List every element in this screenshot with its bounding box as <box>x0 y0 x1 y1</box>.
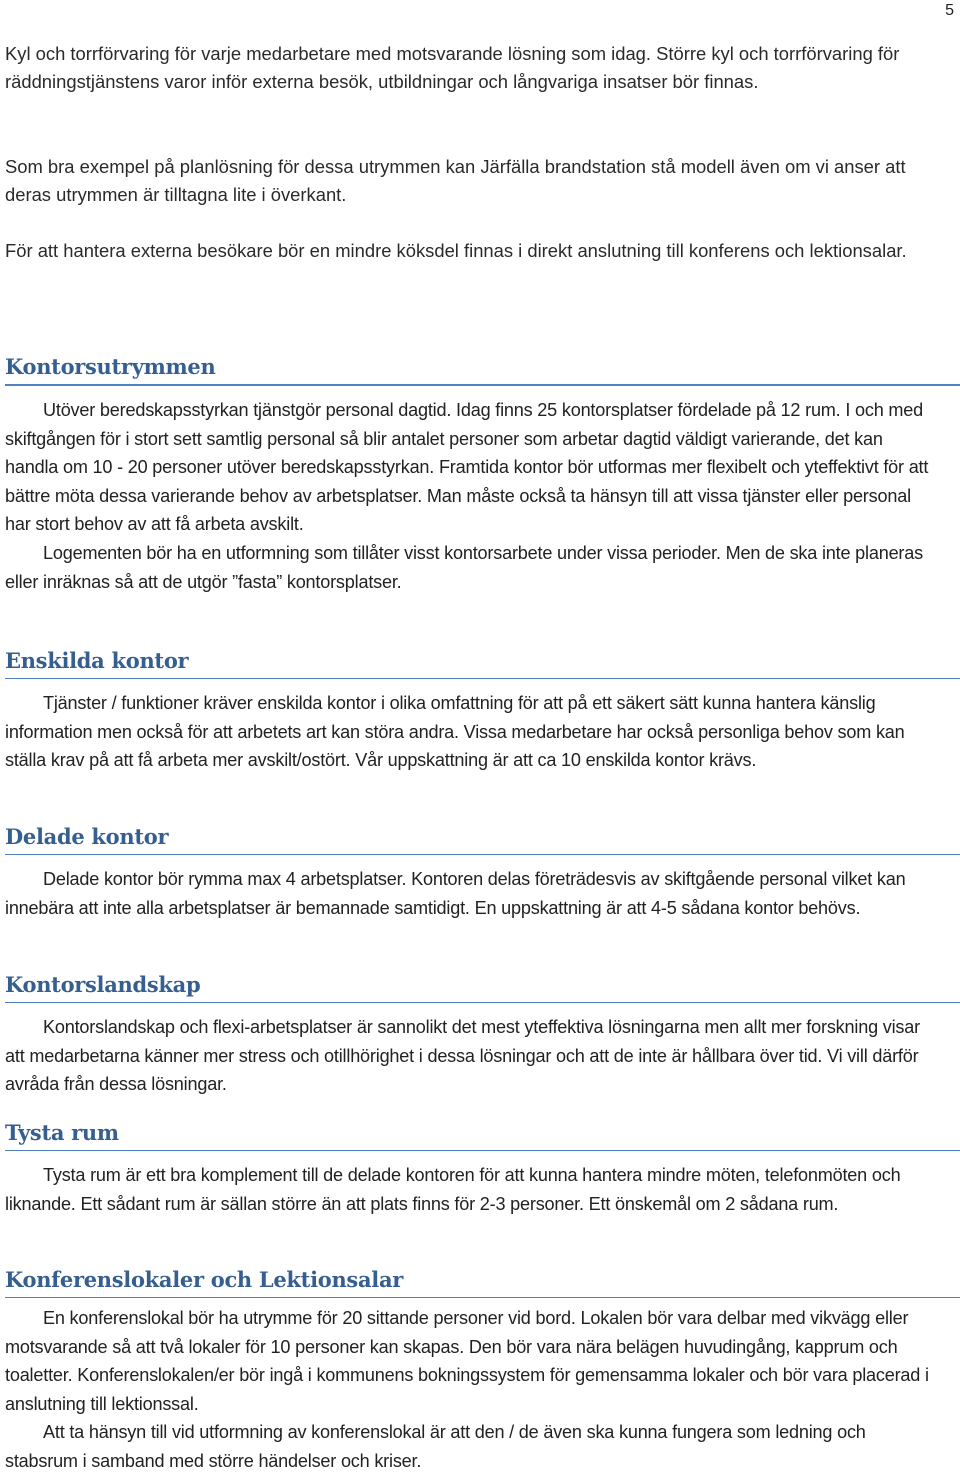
section-enskilda-kontor <box>5 646 960 775</box>
section-tysta-rum <box>5 1118 960 1218</box>
section-paragraph: Kontorslandskap och flexi-arbetsplatser är sannolikt det mest yteffektiva lösningarna men allt mer forskning visar att medarbetarna känner mer stress och otillhörighet i dessa lösningar och att de inte är hållbara över tid. Vi vill därför avråda från dessa lösningar. <box>5 1017 920 1095</box>
section-delade-kontor <box>5 822 960 922</box>
section-paragraph: Tjänster / funktioner kräver enskilda kontor i olika omfattning för att på ett säkert sätt kunna hantera känslig information men också för att arbetets art kan störa andra. Vissa medarbetare har också personliga behov som kan ställa krav på att få arbeta mer avskilt/ostört. Vår uppskattning är att ca 10 enskilda kontor krävs. <box>5 693 905 771</box>
section-heading: Kontorsutrymmen <box>5 352 960 386</box>
section-paragraph: En konferenslokal bör ha utrymme för 20 sittande personer vid bord. Lokalen bör vara delbar med vikvägg eller motsvarande så att två lokaler för 10 personer kan skapas. Den bör vara nära belägen huvudingång, kapprum och toaletter. Konferenslokalen/er bör ingå i kommunens bokningssystem för gemensamma lokaler och bör vara placerad i anslutning till lektionssal. <box>5 1308 929 1414</box>
section-heading: Konferenslokaler och Lektionsalar <box>5 1265 960 1298</box>
section-kontorsutrymmen <box>5 352 960 596</box>
intro-paragraph: Som bra exempel på planlösning för dessa utrymmen kan Järfälla brandstation stå modell även om vi anser att deras utrymmen är tilltagna lite i överkant. <box>5 156 906 205</box>
section-paragraph: Tysta rum är ett bra komplement till de delade kontoren för att kunna hantera mindre möten, telefonmöten och liknande. Ett sådant rum är sällan större än att plats finns för 2-3 personer. Ett önskemål om 2 sådana rum. <box>5 1165 901 1214</box>
intro-paragraph: För att hantera externa besökare bör en mindre köksdel finnas i direkt anslutning till konferens och lektionsalar. <box>5 240 907 261</box>
section-paragraph: Delade kontor bör rymma max 4 arbetsplatser. Kontoren delas företrädesvis av skiftgående personal vilket kan innebära att inte alla arbetsplatser är bemannade samtidigt. En uppskattning är att 4-5 sådana kontor behövs. <box>5 869 906 918</box>
page-number: 5 <box>945 2 954 19</box>
section-paragraph: Logementen bör ha en utformning som tillåter visst kontorsarbete under vissa perioder. Men de ska inte planeras eller inräknas så att de utgör ”fasta” kontorsplatser. <box>5 542 923 592</box>
section-kontorslandskap <box>5 970 960 1099</box>
section-heading: Enskilda kontor <box>5 646 960 679</box>
section-konferenslokaler <box>5 1265 960 1476</box>
section-paragraph: Att ta hänsyn till vid utformning av konferenslokal är att den / de även ska kunna fungera som ledning och stabsrum i samband med större händelser och kriser. <box>5 1422 866 1471</box>
section-paragraph: Utöver beredskapsstyrkan tjänstgör personal dagtid. Idag finns 25 kontorsplatser fördelade på 12 rum. I och med skiftgången för i stort sett samtlig personal så blir antalet personer som arbetar dagtid väldigt varierande, det kan handla om 10 - 20 personer utöver beredskapsstyrkan. Framtida kontor bör utformas mer flexibelt och yteffektivt för att bättre möta dessa varierande behov av arbetsplatser. Man måste också ta hänsyn till att vissa tjänster eller personal har stort behov av att få arbeta avskilt. <box>5 400 929 535</box>
section-heading: Delade kontor <box>5 822 960 855</box>
section-heading: Tysta rum <box>5 1118 960 1151</box>
section-heading: Kontorslandskap <box>5 970 960 1003</box>
intro-paragraph: Kyl och torrförvaring för varje medarbetare med motsvarande lösning som idag. Större kyl och torrförvaring för räddningstjänstens varor inför externa besök, utbildningar och långvariga insatser bör finnas. <box>5 43 900 92</box>
